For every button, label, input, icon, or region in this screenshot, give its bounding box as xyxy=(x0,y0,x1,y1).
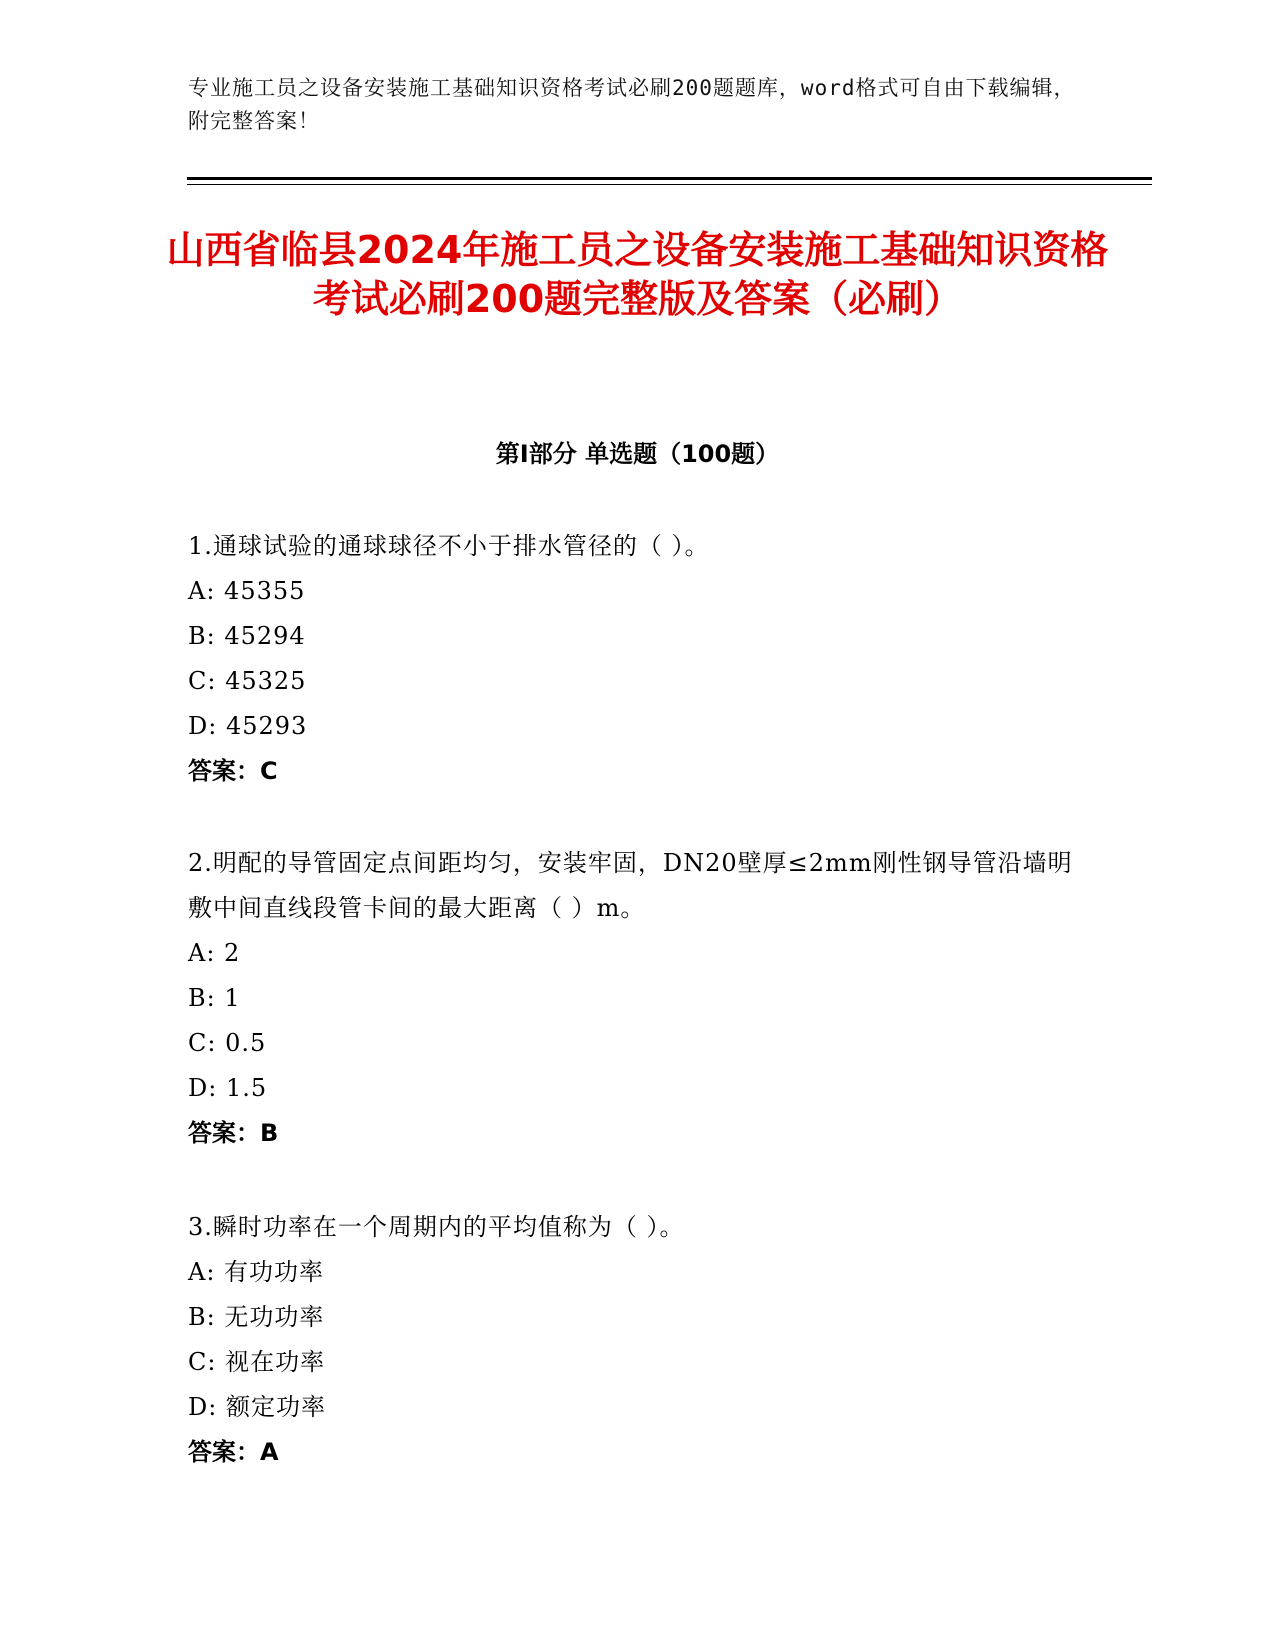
option-c: C: 0.5 xyxy=(188,1029,267,1057)
question-stem: 2.明配的导管固定点间距均匀，安装牢固，DN20壁厚≤2mm刚性钢导管沿墙明敷中间直线段管卡间的最大距离（ ）m。 xyxy=(188,849,1073,922)
section-heading: 第I部分 单选题（100题） xyxy=(495,440,780,468)
answer: 答案：B xyxy=(188,1119,279,1147)
option-b: B: 45294 xyxy=(188,622,306,650)
option-a: A: 2 xyxy=(188,939,241,967)
option-d: D: 1.5 xyxy=(188,1074,268,1102)
answer: 答案：A xyxy=(188,1438,279,1466)
option-c: C: 45325 xyxy=(188,667,307,695)
option-b: B: 1 xyxy=(188,984,241,1012)
option-a: A: 有功功率 xyxy=(188,1258,325,1286)
question-3 xyxy=(188,1205,1088,1475)
question-1 xyxy=(188,524,1088,794)
header-rule-thin xyxy=(187,184,1152,185)
option-a: A: 45355 xyxy=(188,577,306,605)
question-2 xyxy=(188,841,1088,1156)
question-stem: 3.瞬时功率在一个周期内的平均值称为（ ）。 xyxy=(188,1213,685,1241)
question-stem: 1.通球试验的通球球径不小于排水管径的（ ）。 xyxy=(188,532,710,560)
answer: 答案：C xyxy=(188,757,278,785)
option-d: D: 额定功率 xyxy=(188,1393,326,1421)
header-note: 专业施工员之设备安装施工基础知识资格考试必刷200题题库，word格式可自由下载编辑，附完整答案！ xyxy=(188,76,1076,133)
header-rule-thick xyxy=(187,177,1152,180)
option-c: C: 视在功率 xyxy=(188,1348,326,1376)
option-d: D: 45293 xyxy=(188,712,308,740)
document-title: 山西省临县2024年施工员之设备安装施工基础知识资格考试必刷200题完整版及答案（必刷） xyxy=(166,228,1109,321)
option-b: B: 无功功率 xyxy=(188,1303,325,1331)
